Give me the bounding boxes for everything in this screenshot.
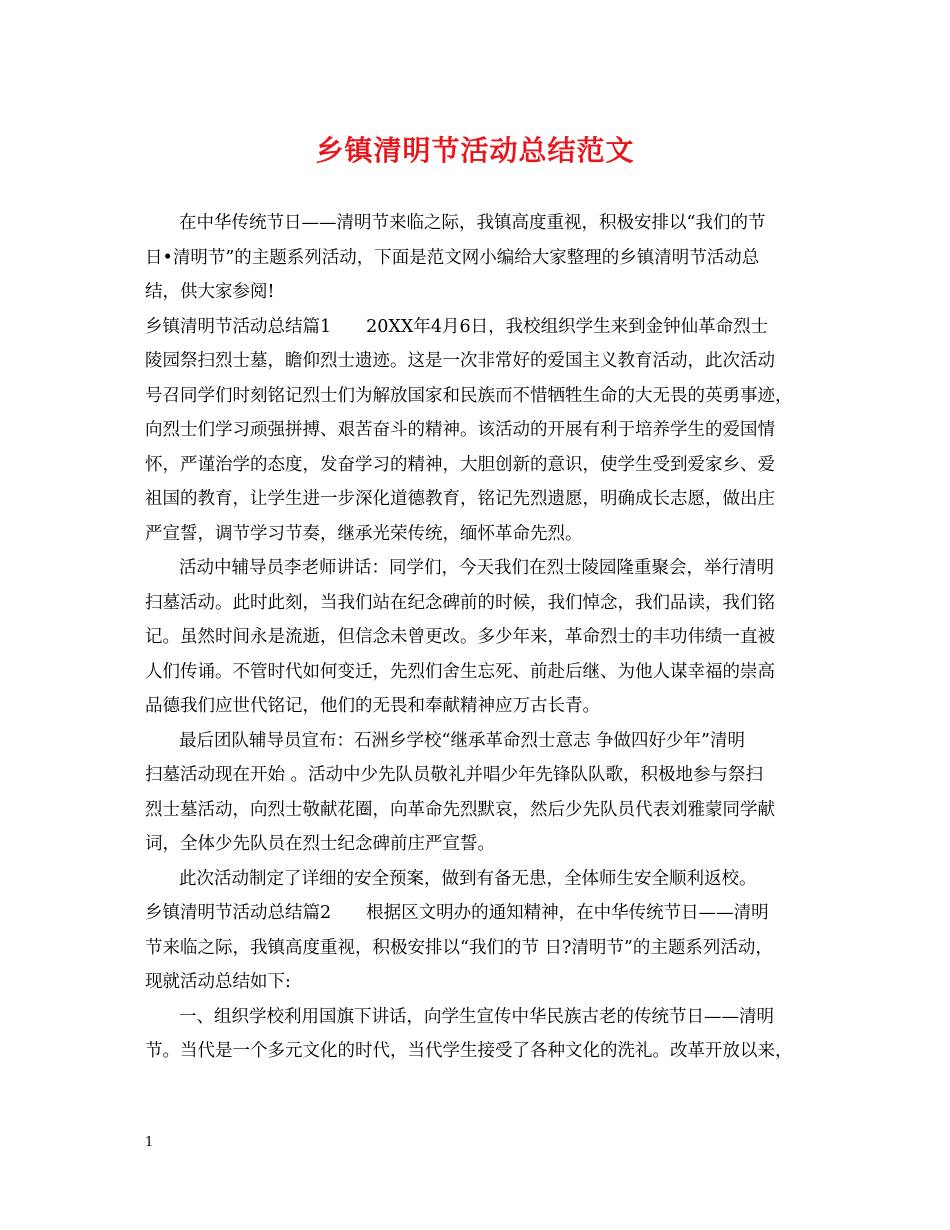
body-line: 结，供大家参阅! xyxy=(145,282,275,302)
body-line: 节来临之际，我镇高度重视，积极安排以“我们的节 日?清明节”的主题系列活动， xyxy=(145,937,773,958)
body-line: 品德我们应世代铭记，他们的无畏和奉献精神应万古长青。 xyxy=(145,696,600,716)
body-line: 节。当代是一个多元文化的时代，当代学生接受了各种文化的洗礼。改革开放以来， xyxy=(145,1041,793,1061)
body-line: 一、组织学校利用国旗下讲话，向学生宣传中华民族古老的传统节日——清明 xyxy=(179,1006,774,1027)
body-line: 陵园祭扫烈士墓，瞻仰烈士遗迹。这是一次非常好的爱国主义教育活动，此次活动 xyxy=(145,351,775,371)
body-line: 扫墓活动现在开始 。活动中少先队员敬礼并唱少年先锋队队歌，积极地参与祭扫 xyxy=(145,765,764,785)
body-line: 在中华传统节日——清明节来临之际，我镇高度重视，积极安排以“我们的节 xyxy=(179,213,766,233)
body-line: 词，全体少先队员在烈士纪念碑前庄严宣誓。 xyxy=(145,834,495,854)
document-body xyxy=(145,206,825,1069)
body-line: 怀，严谨治学的态度，发奋学习的精神，大胆创新的意识，使学生受到爱家乡、爱 xyxy=(145,454,775,475)
body-line: 日•清明节”的主题系列活动，下面是范文网小编给大家整理的乡镇清明节活动总 xyxy=(145,247,760,268)
body-line: 号召同学们时刻铭记烈士们为解放国家和民族而不惜牺牲生命的大无畏的英勇事迹， xyxy=(145,385,793,406)
body-line: 记。虽然时间永是流逝，但信念未曾更改。多少年来，革命烈士的丰功伟绩一直被 xyxy=(145,627,775,647)
page-number: 1 xyxy=(145,1135,154,1150)
body-line: 乡镇清明节活动总结篇2 根据区文明办的通知精神，在中华传统节日——清明 xyxy=(145,903,769,923)
body-line: 活动中辅导员李老师讲话：同学们，今天我们在烈士陵园隆重聚会，举行清明 xyxy=(179,558,774,578)
body-line: 烈士墓活动，向烈士敬献花圈，向革命先烈默哀，然后少先队员代表刘雅蒙同学献 xyxy=(145,799,775,820)
body-line: 严宣誓，调节学习节奏，继承光荣传统，缅怀革命先烈。 xyxy=(145,523,583,544)
body-line: 祖国的教育，让学生进一步深化道德教育，铭记先烈遗愿，明确成长志愿，做出庄 xyxy=(145,489,775,509)
body-line: 现就活动总结如下: xyxy=(145,972,291,992)
document-title: 乡镇清明节活动总结范文 xyxy=(315,134,635,167)
body-line: 乡镇清明节活动总结篇1 20XX年4月6日，我校组织学生来到金钟仙革命烈士 xyxy=(145,316,769,337)
body-line: 向烈士们学习顽强拼搏、艰苦奋斗的精神。该活动的开展有利于培养学生的爱国情 xyxy=(145,420,775,440)
body-line: 最后团队辅导员宣布：石洲乡学校“继承革命烈士意志 争做四好少年”清明 xyxy=(179,730,745,751)
body-line: 扫墓活动。此时此刻，当我们站在纪念碑前的时候，我们悼念，我们品读，我们铭 xyxy=(145,592,775,613)
body-line: 此次活动制定了详细的安全预案，做到有备无患，全体师生安全顺利返校。 xyxy=(179,868,757,889)
body-line: 人们传诵。不管时代如何变迁，先烈们舍生忘死、前赴后继、为他人谋幸福的崇高 xyxy=(145,661,775,682)
